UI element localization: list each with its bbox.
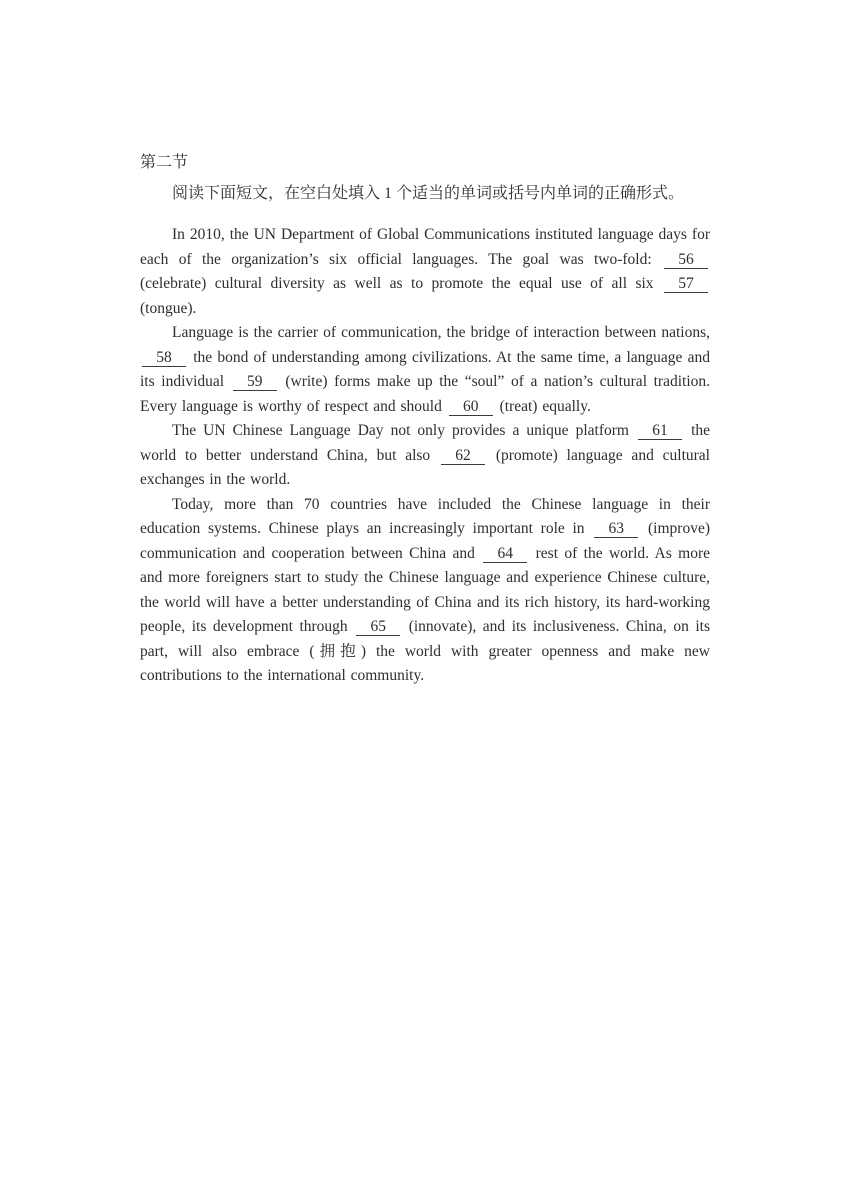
blank-64: 64 [483, 545, 527, 563]
document-page [140, 152, 710, 689]
section-title: 第二节 [140, 154, 189, 171]
instructions: 阅读下面短文，在空白处填入 1 个适当的单词或括号内单词的正确形式。 [172, 185, 685, 202]
blank-65: 65 [356, 618, 400, 636]
blank-63: 63 [594, 520, 638, 538]
paragraph: The UN Chinese Language Day not only provides a unique platform 61 the world to better understand China, but also 62 (promote) language and cultural exchanges in the world. [140, 422, 711, 488]
blank-58: 58 [142, 349, 186, 367]
blank-62: 62 [441, 447, 485, 465]
paragraph: Today, more than 70 countries have included the Chinese language in their education systems. Chinese plays an increasingly important role in 63 (improve) communication and cooperation between China and 64 rest of the world. As more and more foreigners start to study the Chinese language and experience Chinese culture, the world will have a better understanding of China and its rich history, its hard-working people, its development through 65 (innovate), and its inclusiveness. China, on its part, will also embrace (拥抱) the world with greater openness and make new contributions to the international community. [140, 495, 710, 684]
blank-61: 61 [638, 422, 682, 440]
passage [140, 223, 710, 689]
blank-59: 59 [233, 373, 277, 391]
blank-56: 56 [664, 251, 708, 269]
blank-57: 57 [664, 275, 708, 293]
paragraph: In 2010, the UN Department of Global Communications instituted language days for each of the organization’s six official languages. The goal was two-fold: 56 (celebrate) cultural diversity as well as to promote the equal use of all six 57 (tongue). [140, 226, 710, 317]
paragraph: Language is the carrier of communication, the bridge of interaction between nations, 58 the bond of understanding among civilizations. At the same time, a language and its individual 59 (write) forms make up the “soul” of a nation’s cultural tradition. Every language is worthy of respect and should 60 (treat) equally. [140, 324, 710, 415]
blank-60: 60 [449, 398, 493, 416]
